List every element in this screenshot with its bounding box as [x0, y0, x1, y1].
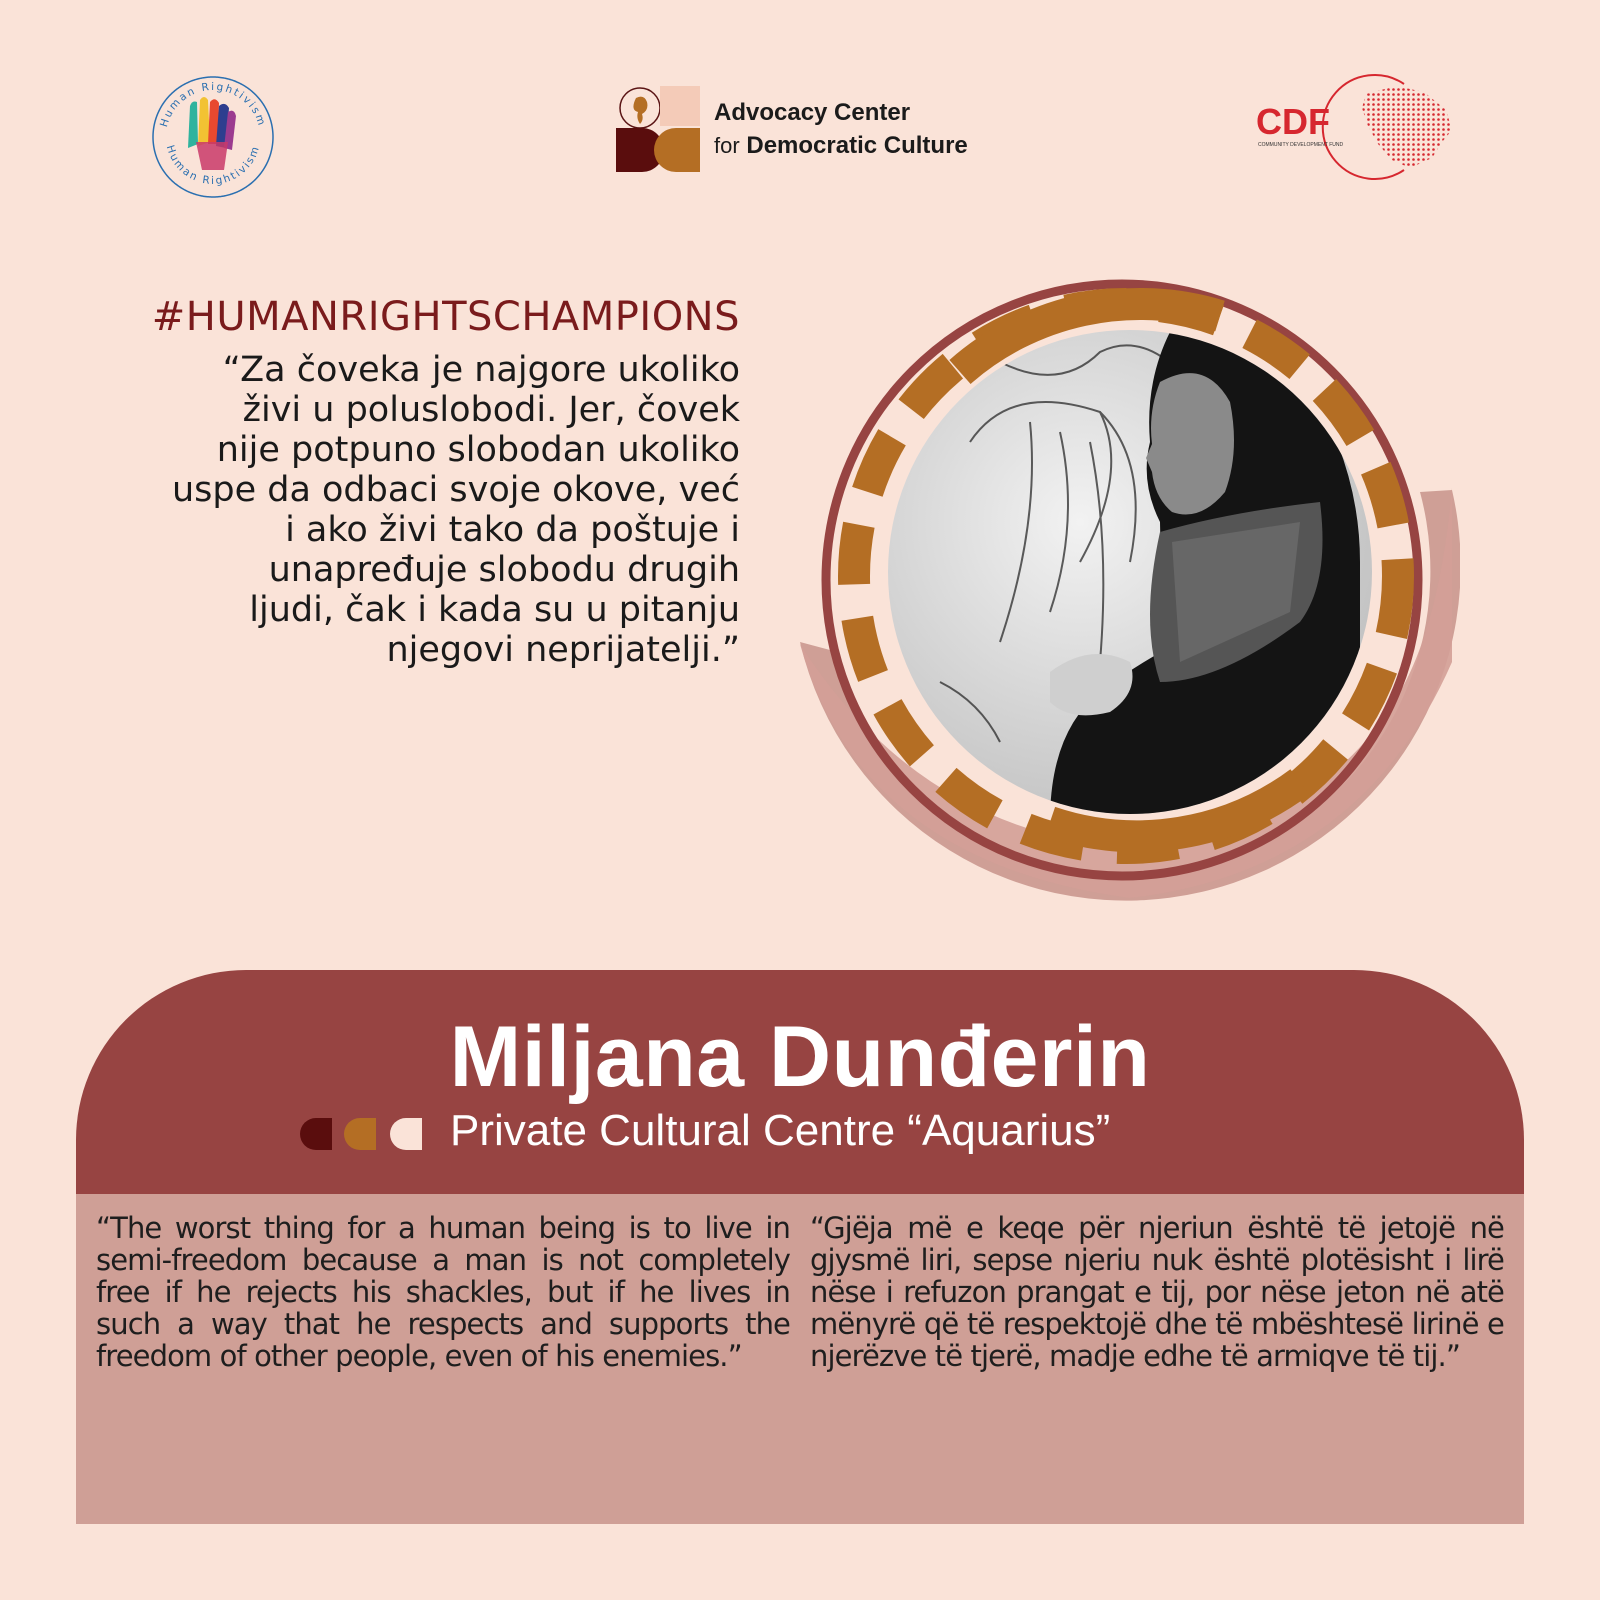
svg-text:Human Rightivism: Human Rightivism [158, 80, 268, 129]
cdf-map-logo-icon [1256, 72, 1456, 182]
quote-english: “The worst thing for a human being is to live in semi-freedom because a man is not completely free if he rejects his shackles, but if he lives in such a way that he respects and supports the freedom of other people, even of his enemies.” [96, 1211, 790, 1373]
person-name: Miljana Dunđerin [449, 1009, 1151, 1105]
acdc-logo [614, 84, 994, 174]
acdc-emblem-icon [614, 84, 704, 174]
raised-hands-circle-logo-icon [148, 72, 278, 202]
acdc-line2-prefix: for [714, 133, 740, 158]
quote-albanian: “Gjëja më e keqe për njeriun është të jetojë në gjysmë liri, sepse njeriu nuk është plotësisht i lirë nëse i refuzon prangat e tij, por nëse jeton në atë mënyrë që të respektojë dhe të mbështesë lirinë e njerëzve të tjerë, madje edhe të armiqve të tij.” [810, 1211, 1504, 1373]
acdc-line1: Advocacy Center [714, 99, 911, 126]
svg-text:Human Rightivism: Human Rightivism [163, 143, 263, 188]
portrait-photo-icon [800, 262, 1460, 922]
acdc-line2-main: Democratic Culture [746, 132, 968, 159]
cdf-subtitle: COMMUNITY DEVELOPMENT FUND [1258, 142, 1344, 148]
organization-name: Private Cultural Centre “Aquarius” [450, 1106, 1111, 1155]
quote-serbian: “Za čoveka je najgore ukoliko živi u poluslobodi. Jer, čovek nije potpuno slobodan ukoliko uspe da odbaci svoje okove, već i ako živi tako da poštuje i unapređuje slobodu drugih ljudi, čak i kada su u pitanju njegovi neprijatelji.” [171, 350, 740, 670]
acdc-wordmark [714, 96, 968, 162]
cdf-name: CDF [1256, 101, 1330, 142]
three-dots-icon [300, 1104, 430, 1160]
hashtag-title: #HUMANRIGHTSCHAMPIONS [151, 294, 740, 340]
human-rightivism-logo [148, 72, 278, 202]
portrait-frame [800, 262, 1460, 922]
cdf-logo [1256, 72, 1456, 182]
